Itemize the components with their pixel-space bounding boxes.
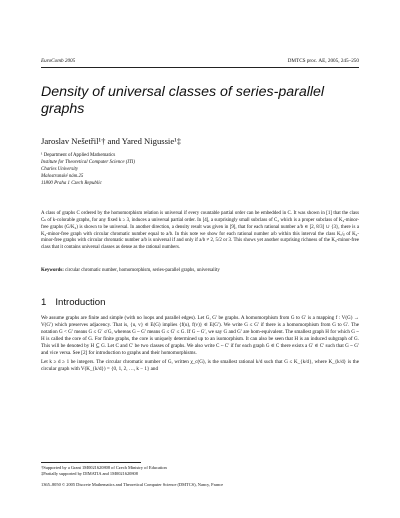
footnotes [41, 465, 167, 478]
abstract-text: A class of graphs C ordered by the homomorphism relation is universal if every countable partial order can be embedded in C. It was shown in [1] that the class Cₖ of k-colorable graphs, for any fixed k ≥ 3, induces a universal partial order. In [4], a surprisingly small subclass of C₃ which is a proper subclass of K₄-minor-free graphs (G/K₄) is shown to be universal. In another direction, a density result was given in [9], that for each rational number a/b ∈ [2, 8/3] ∪ {3}, there is a K₄-minor-free graph with circular chromatic number equal to a/b. In this note we show for each rational number a/b within this interval the class Kₐ/ᵦ of K₄-minor-free graphs with circular chromatic number a/b is universal if and only if a/b ≠ 2, 5/2 or 3. This shows yet another surprising richness of the K₄-minor-free class that it contains universal classes as dense as the rational numbers. [41, 211, 359, 251]
affiliation-block [41, 152, 135, 187]
footnote-2: ‡Partially supported by DIMATIA and 1M0021620808 [41, 471, 138, 477]
body-paragraph-1: We assume graphs are finite and simple (with no loops and parallel edges). Let G, G′ be graphs. A homomorphism from G to G′ is a mapping f : V(G) → V(G′) which preserves adjacency. That is, {u, v} ∈ E(G) implies {f(u), f(v)} ∈ E(G′). We write G ≤ G′ if there is a homomorphism from G to G′. The notation G < G′ means G ≤ G′ ≰ G, whereas G ~ G′ means G ≤ G′ ≤ G. If G ~ G′, we say G and G′ are hom-equivalent. The smallest graph H for which G ~ H is called the core of G. For finite graphs, the core is uniquely determined up to an isomorphism. It can also be seen that H is an induced subgraph of G. This will be denoted by H ⊆ G. Let C and C′ be two classes of graphs. We also write C ~ C′ if for each graph G ∈ C there exists a G′ ∈ C′ such that G ~ G′ and vice versa. See [2] for introduction to graphs and their homomorphisms. [41, 315, 359, 357]
body-text [41, 315, 359, 373]
keywords-text: circular chromatic number, homomorphism, series-parallel graphs, universality [63, 268, 220, 273]
body-paragraph-2: Let k ≥ d ≥ 1 be integers. The circular chromatic number of G, written χ_c(G), is the smallest rational k/d such that G ≤ K_{k/d}, where K_{k/d} is the circular graph with V(K_{k/d}) = {0, 1, 2, …, k − 1} and [41, 359, 359, 373]
paper-title: Density of universal classes of series-parallel graphs [41, 84, 325, 117]
affiliation-line-2: Institute for Theoretical Computer Science (ITI) [41, 160, 135, 166]
section-number: 1 [41, 297, 47, 308]
header-rule [41, 67, 359, 68]
affiliation-line-4: Malostranské nám.25 [41, 174, 84, 180]
keywords-label: Keywords: [41, 268, 64, 273]
affiliation-line-1: ¹ Department of Applied Mathematics [41, 153, 116, 158]
section-heading [41, 297, 114, 308]
running-header-right: DMTCS proc. AE, 2005, 245–250 [287, 58, 359, 64]
copyright-line: 1365–8050 © 2005 Discrete Mathematics and Theoretical Computer Science (DMTCS), Nancy, France [41, 482, 224, 487]
section-title: Introduction [55, 297, 106, 308]
running-header-left: EuroComb 2005 [41, 58, 76, 64]
affiliation-line-5: 11800 Praha 1 Czech Republic [41, 181, 102, 187]
keywords-line [41, 268, 359, 273]
footnote-rule [41, 462, 141, 463]
affiliation-line-3: Charles University [41, 167, 79, 173]
author-line: Jaroslav Nešetřil¹† and Yared Nigussie¹‡ [41, 136, 182, 146]
footnote-1: †Supported by a Grant 1M0021620808 of Czech Ministry of Education [41, 465, 167, 470]
